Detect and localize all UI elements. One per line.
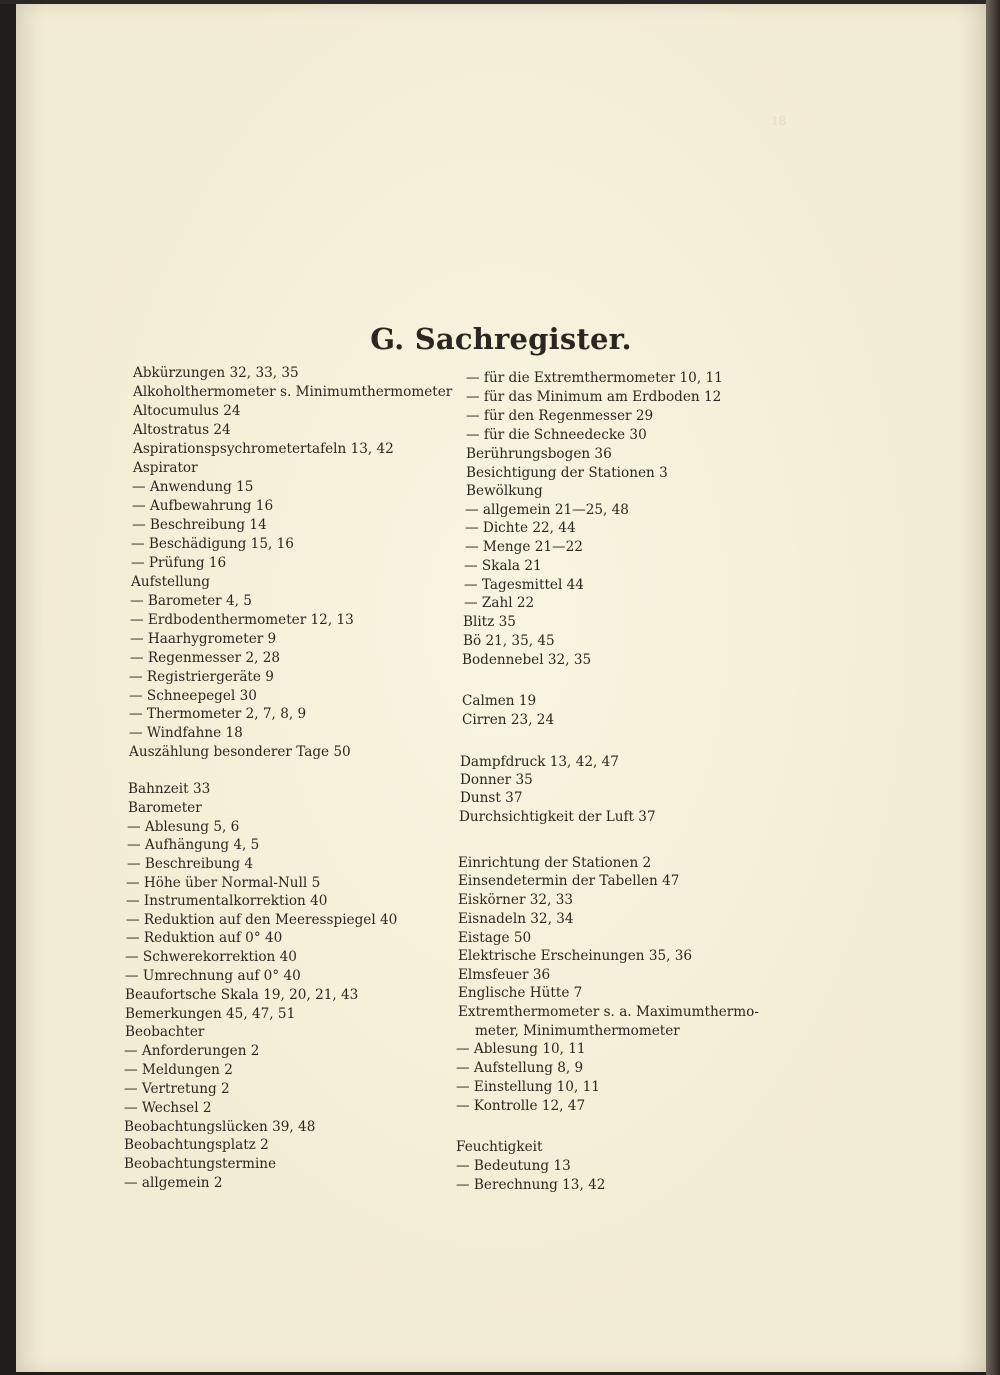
index-entry: — Instrumentalkorrektion 40: [126, 893, 328, 909]
index-entry: — allgemein 21—25, 48: [465, 502, 629, 518]
index-entry: — Kontrolle 12, 47: [456, 1098, 586, 1114]
index-entry: Beobachtungsplatz 2: [124, 1137, 269, 1153]
index-entry: Calmen 19: [462, 693, 537, 709]
index-entry: Dampfdruck 13, 42, 47: [460, 754, 619, 770]
index-entry: Barometer: [128, 800, 202, 816]
index-entry: — Menge 21—22: [465, 539, 583, 555]
index-entry: Einrichtung der Stationen 2: [458, 855, 652, 871]
index-entry: — Tagesmittel 44: [464, 577, 584, 593]
index-entry: — Erdbodenthermometer 12, 13: [130, 612, 354, 628]
index-entry: Beobachtungstermine: [124, 1156, 277, 1172]
index-entry: meter, Minimumthermometer: [475, 1023, 680, 1039]
index-entry: — Reduktion auf den Meeresspiegel 40: [126, 912, 398, 928]
index-entry: Beaufortsche Skala 19, 20, 21, 43: [125, 987, 359, 1003]
index-entry: Aspirator: [133, 460, 198, 476]
index-entry: Beobachtungslücken 39, 48: [124, 1119, 316, 1135]
index-entry: — Aufstellung 8, 9: [456, 1060, 584, 1076]
index-entry: Eisnadeln 32, 34: [458, 911, 574, 927]
index-entry: — Beschreibung 14: [132, 517, 267, 533]
index-entry: — Beschädigung 15, 16: [131, 536, 294, 552]
index-entry: Eiskörner 32, 33: [458, 892, 574, 908]
index-entry: Besichtigung der Stationen 3: [466, 465, 668, 481]
index-entry: Bemerkungen 45, 47, 51: [125, 1006, 296, 1022]
index-entry: — Anwendung 15: [132, 479, 254, 495]
index-entry: — für das Minimum am Erdboden 12: [466, 389, 722, 405]
index-entry: Alkoholthermometer s. Minimumthermometer: [133, 384, 453, 400]
index-entry: — Thermometer 2, 7, 8, 9: [129, 706, 307, 722]
index-entry: — Einstellung 10, 11: [456, 1079, 600, 1095]
index-entry: — Prüfung 16: [131, 555, 227, 571]
index-entry: Dunst 37: [460, 790, 523, 806]
index-entry: — Umrechnung auf 0° 40: [125, 968, 301, 984]
index-entry: — Vertretung 2: [124, 1081, 230, 1097]
index-entry: — Ablesung 5, 6: [127, 819, 240, 835]
index-entry: — allgemein 2: [124, 1175, 223, 1191]
index-entry: — Aufhängung 4, 5: [127, 837, 260, 853]
index-entry: — Berechnung 13, 42: [456, 1177, 606, 1193]
index-entry: Englische Hütte 7: [458, 985, 583, 1001]
index-entry: Cirren 23, 24: [462, 712, 555, 728]
index-entry: Bodennebel 32, 35: [462, 652, 592, 668]
index-entry: — Meldungen 2: [124, 1062, 233, 1078]
index-entry: Extremthermometer s. a. Maximumthermo-: [458, 1004, 759, 1020]
index-entry: — für den Regenmesser 29: [466, 408, 654, 424]
index-entry: Donner 35: [460, 772, 533, 788]
index-entry: Elektrische Erscheinungen 35, 36: [458, 948, 693, 964]
index-entry: — Haarhygrometer 9: [130, 631, 277, 647]
index-entry: Beobachter: [125, 1024, 205, 1040]
index-entry: Elmsfeuer 36: [458, 967, 551, 983]
page-right-edge: [986, 0, 1000, 1375]
index-entry: Aufstellung: [131, 574, 210, 590]
page-title: G. Sachregister.: [370, 322, 632, 356]
index-entry: Eistage 50: [458, 930, 532, 946]
index-entry: Blitz 35: [463, 614, 516, 630]
index-entry: — Wechsel 2: [124, 1100, 212, 1116]
index-entry: — Windfahne 18: [129, 725, 243, 741]
index-entry: Altocumulus 24: [133, 403, 241, 419]
index-entry: — Höhe über Normal-Null 5: [126, 875, 321, 891]
index-entry: Durchsichtigkeit der Luft 37: [459, 809, 656, 825]
index-entry: Auszählung besonderer Tage 50: [129, 744, 351, 760]
index-entry: Aspirationspsychrometertafeln 13, 42: [133, 441, 394, 457]
index-entry: — Dichte 22, 44: [465, 520, 576, 536]
index-entry: Altostratus 24: [133, 422, 231, 438]
index-entry: — Zahl 22: [464, 595, 535, 611]
index-entry: — Schwerekorrektion 40: [125, 949, 297, 965]
index-entry: — Ablesung 10, 11: [456, 1041, 586, 1057]
index-entry: — Reduktion auf 0° 40: [126, 930, 283, 946]
index-entry: Bö 21, 35, 45: [463, 633, 555, 649]
index-entry: Bahnzeit 33: [128, 781, 211, 797]
index-entry: Abkürzungen 32, 33, 35: [133, 365, 299, 381]
index-entry: — für die Extremthermometer 10, 11: [466, 370, 723, 386]
index-entry: — Regenmesser 2, 28: [130, 650, 281, 666]
index-entry: — Anforderungen 2: [124, 1043, 260, 1059]
index-entry: — Skala 21: [464, 558, 542, 574]
index-entry: — für die Schneedecke 30: [466, 427, 647, 443]
document-page: [16, 4, 986, 1372]
index-entry: Feuchtigkeit: [456, 1139, 543, 1155]
index-entry: — Bedeutung 13: [456, 1158, 571, 1174]
index-entry: — Schneepegel 30: [129, 688, 257, 704]
index-entry: — Registriergeräte 9: [129, 669, 274, 685]
index-entry: Bewölkung: [466, 483, 543, 499]
index-entry: — Beschreibung 4: [127, 856, 254, 872]
index-entry: — Barometer 4, 5: [130, 593, 252, 609]
index-entry: — Aufbewahrung 16: [132, 498, 274, 514]
bleed-through-mark: 18: [771, 114, 787, 128]
index-entry: Einsendetermin der Tabellen 47: [458, 873, 680, 889]
index-entry: Berührungsbogen 36: [466, 446, 612, 462]
